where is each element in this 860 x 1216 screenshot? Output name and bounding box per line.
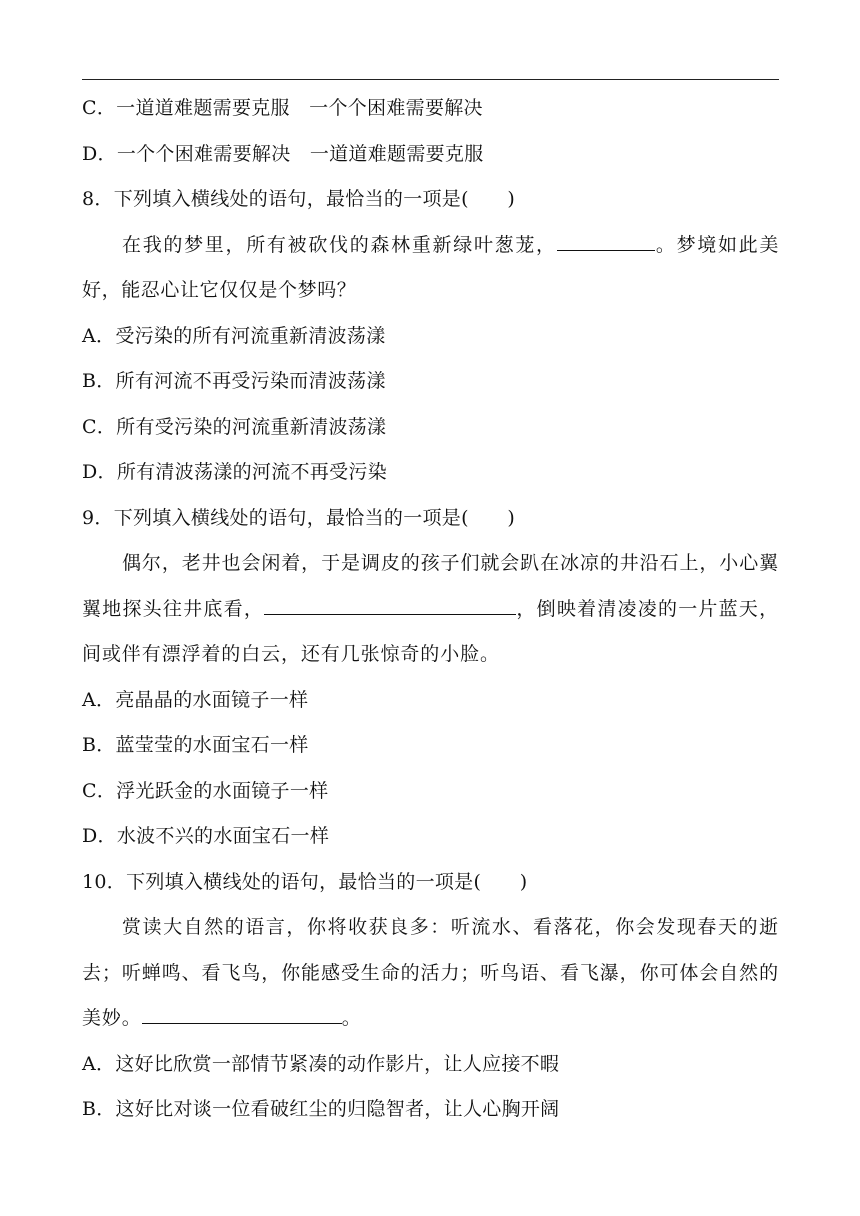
q9-stem: 9．下列填入横线处的语句，最恰当的一项是( ) (82, 506, 516, 529)
header-rule (82, 79, 779, 80)
q8-passage (82, 223, 779, 314)
q8-option-b: B．所有河流不再受污染而清波荡漾 (82, 370, 386, 392)
q9-answer-blank (264, 596, 516, 615)
q8-option-a: A．受污染的所有河流重新清波荡漾 (82, 324, 386, 347)
q8-passage-after: 。梦境如此美好，能忍心让它仅仅是个梦吗？ (82, 233, 779, 301)
q8-answer-blank (557, 232, 655, 251)
q9-option-a: A．亮晶晶的水面镜子一样 (82, 688, 309, 711)
q8-stem: 8．下列填入横线处的语句，最恰当的一项是( ) (82, 188, 516, 210)
q9-passage-before: 偶尔，老井也会闲着，于是调皮的孩子们就会趴在冰凉的井沿石上，小心翼翼地探头往井底看， (82, 552, 779, 620)
q9-passage-after: ，倒映着清凌凌的一片蓝天，间或伴有漂浮着的白云，还有几张惊奇的小脸。 (82, 597, 779, 665)
q10-option-a: A．这好比欣赏一部情节紧凑的动作影片，让人应接不暇 (82, 1052, 560, 1075)
question-content (82, 86, 779, 1133)
q7-option-d: D．一个个困难需要解决 一道道难题需要克服 (82, 142, 484, 165)
q8-option-c: C．所有受污染的河流重新清波荡漾 (82, 415, 387, 438)
q10-answer-blank (142, 1005, 342, 1024)
q9-option-b: B．蓝莹莹的水面宝石一样 (82, 734, 309, 756)
q7-option-c: C．一道道难题需要克服 一个个困难需要解决 (82, 97, 483, 119)
q8-passage-before: 在我的梦里，所有被砍伐的森林重新绿叶葱茏， (122, 233, 557, 256)
q10-option-b: B．这好比对谈一位看破红尘的归隐智者，让人心胸开阔 (82, 1098, 560, 1120)
q10-passage-before: 赏读大自然的语言，你将收获良多：听流水、看落花，你会发现春天的逝去；听蝉鸣、看飞鸟，你能感受生命的活力；听鸟语、看飞瀑，你可体会自然的美妙。 (82, 916, 779, 1029)
q9-passage (82, 541, 779, 678)
q10-stem: 10．下列填入横线处的语句，最恰当的一项是( ) (82, 870, 528, 893)
q9-option-d: D．水波不兴的水面宝石一样 (82, 825, 330, 847)
q9-option-c: C．浮光跃金的水面镜子一样 (82, 779, 329, 802)
q8-option-d: D．所有清波荡漾的河流不再受污染 (82, 461, 388, 483)
q10-passage (82, 905, 779, 1042)
q10-passage-after: 。 (341, 1007, 362, 1029)
